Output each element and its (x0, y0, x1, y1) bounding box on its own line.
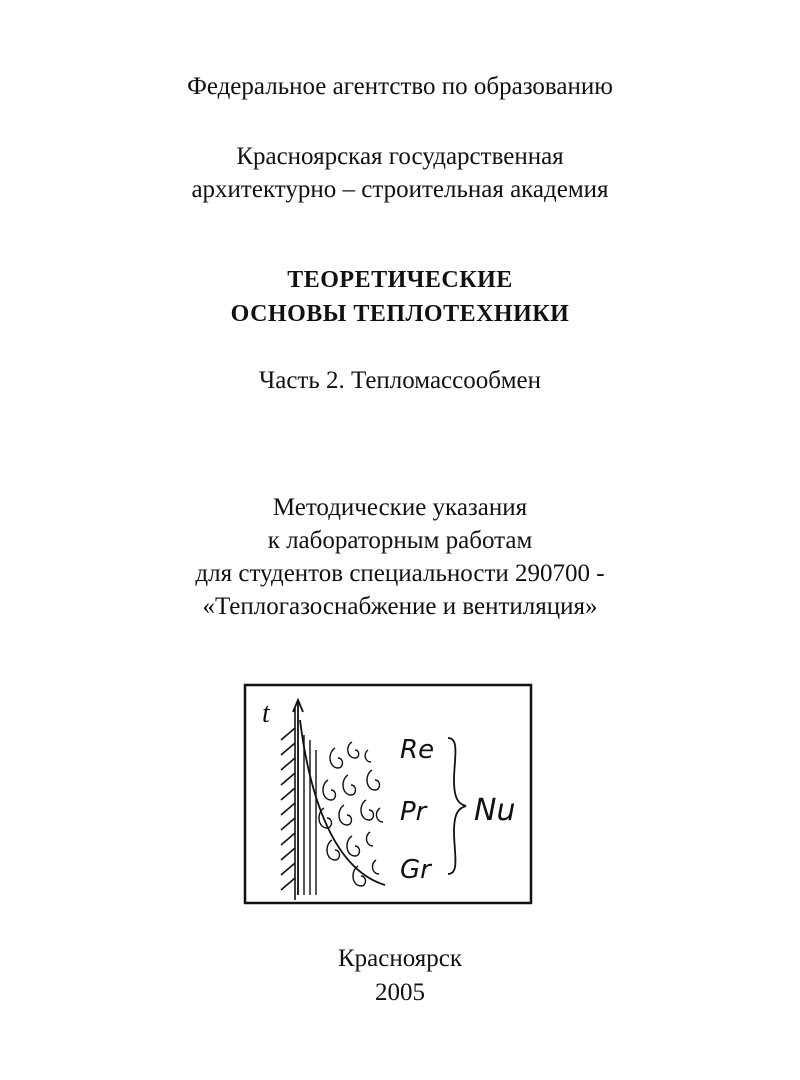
temperature-profile-curve (300, 720, 385, 885)
guidelines-line-4: «Теплогазоснабжение и вентиляция» (202, 593, 598, 620)
heat-transfer-sketch (240, 680, 540, 910)
title-line-2: ОСНОВЫ ТЕПЛОТЕХНИКИ (230, 301, 570, 327)
part-subtitle: Часть 2. Тепломассообмен (258, 367, 542, 394)
label-gr: Gr (400, 855, 431, 885)
academy-line-1: Красноярская государственная (236, 143, 564, 170)
label-re: Re (400, 735, 435, 765)
guidelines-line-2: к лабораторным работам (267, 527, 533, 554)
axis-label-t: t (262, 698, 270, 729)
guidelines-line-1: Методические указания (272, 494, 528, 521)
agency-line: Федеральное агентство по образованию (187, 73, 613, 100)
year: 2005 (375, 979, 425, 1006)
city: Красноярск (337, 945, 462, 972)
label-nu: Nu (474, 793, 516, 828)
title-line-1: ТЕОРЕТИЧЕСКИЕ (287, 267, 513, 293)
academy-line-2: архитектурно – строительная академия (191, 176, 609, 203)
label-pr: Pr (400, 797, 427, 827)
wall-hatching (281, 708, 295, 900)
curly-brace (448, 738, 466, 874)
guidelines-line-3: для студентов специальности 290700 - (195, 560, 605, 587)
